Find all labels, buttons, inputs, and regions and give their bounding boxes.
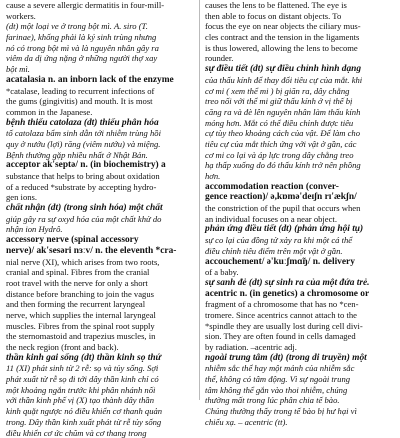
english-text-line: *spindle they are usually lost during cell divi- bbox=[205, 321, 395, 332]
vietnamese-text-line: căng ra và đè lên nguyên nhân làm thấu kính bbox=[205, 107, 395, 118]
entry-headword-line: nerve)/ ak'sesəri nɜːv/ n. the eleventh *cra- bbox=[6, 246, 196, 257]
vietnamese-headword-line: thần kinh gai sống (dt) thần kinh sọ thứ bbox=[6, 353, 196, 364]
english-text-line: distance before branching to join the vagus bbox=[6, 289, 196, 300]
vietnamese-text-line: điều khiển cơ ức chũm và cơ thang trong bbox=[6, 428, 196, 438]
vietnamese-text-line: sự co lại của đồng tử xảy ra khi một cá thể bbox=[205, 235, 395, 246]
entry-headword-line: acentric n. (in genetics) a chromosome or bbox=[205, 289, 395, 300]
english-text-line: muscles. Fibres from the spinal root supply bbox=[6, 321, 196, 332]
english-text-line: the constriction of the pupil that occurs when bbox=[205, 203, 395, 214]
vietnamese-text-line: hơn. bbox=[205, 171, 395, 182]
english-text-line: root travel with the nerve for only a short bbox=[6, 278, 196, 289]
english-text-line: is thus lowered, allowing the lens to become bbox=[205, 43, 395, 54]
vietnamese-text-line: bột mì. bbox=[6, 64, 196, 75]
entry-headword-line: accouchement/ ə'kuːʃmɑ̃ŋ/ n. delivery bbox=[205, 257, 395, 268]
entry-headword-line: accessory nerve (spinal accessory bbox=[6, 235, 196, 246]
vietnamese-text-line: quy ở nướu (lợi) răng (viêm nướu) và miệng. bbox=[6, 139, 196, 150]
vietnamese-text-line: nhận ion Hydrô. bbox=[6, 224, 196, 235]
vietnamese-text-line: tố catolaza bẩm sinh dẫn tới nhiễm trùng hồi bbox=[6, 128, 196, 139]
english-text-line: sion. They are often found in cells damaged bbox=[205, 331, 395, 342]
english-text-line: cause a severe allergic dermatitis in four-mill- bbox=[6, 0, 196, 11]
vietnamese-text-line: (dt) một loại ve ở trong bột mì. A. siro (T. bbox=[6, 21, 196, 32]
vietnamese-text-line: tâm không thể gắn vào thoi nhiễm, chúng bbox=[205, 385, 395, 396]
vietnamese-text-line: treo nối với thể mi giữ thấu kính ở vị thế bị bbox=[205, 96, 395, 107]
vietnamese-text-line: với thần kinh phế vị (X) tạo thành dây thần bbox=[6, 395, 196, 406]
vietnamese-text-line: Bệnh thường gặp nhiều nhất ở Nhật Bản. bbox=[6, 150, 196, 161]
english-text-line: causes the lens to be flattened. The eye is bbox=[205, 0, 395, 11]
vietnamese-text-line: trong. Dây thần kinh xuất phát từ rễ tủy sống bbox=[6, 417, 196, 428]
english-text-line: rounder. bbox=[205, 53, 395, 64]
vietnamese-headword-line: chất nhận (dt) (trong sinh hóa) một chất bbox=[6, 203, 196, 214]
vietnamese-text-line: thường mất trong lúc phân chia tế bào. bbox=[205, 395, 395, 406]
english-text-line: cranial and spinal. Fibres from the cranial bbox=[6, 267, 196, 278]
vietnamese-text-line: cơ mi co lại và áp lực trong dây chằng treo bbox=[205, 150, 395, 161]
vietnamese-text-line: mỏng hơn. Mắt có thể điều chỉnh được tiêu bbox=[205, 118, 395, 129]
vietnamese-headword-line: phản ứng điều tiết (dt) (phản ứng hội tụ) bbox=[205, 224, 395, 235]
vietnamese-text-line: kinh quặt ngược nó điều khiển cơ thanh quản bbox=[6, 406, 196, 417]
vietnamese-text-line: chiếu xạ. – acentric (tt). bbox=[205, 417, 395, 428]
english-text-line: the gums (gingivitis) and mouth. It is most bbox=[6, 96, 196, 107]
english-text-line: cles contract and the tension in the ligaments bbox=[205, 32, 395, 43]
english-text-line: of a baby. bbox=[205, 267, 395, 278]
vietnamese-text-line: cơ mi ( xem thể mi ) bị giãn ra, dây chằng bbox=[205, 86, 395, 97]
english-text-line: common in the Japanese. bbox=[6, 107, 196, 118]
english-text-line: workers. bbox=[6, 11, 196, 22]
vietnamese-headword-line: bệnh thiếu catolaza (dt) thiếu phân hóa bbox=[6, 118, 196, 129]
vietnamese-text-line: hạ thấp xuống do đó thấu kính trở nên phồng bbox=[205, 160, 395, 171]
vietnamese-headword-line: sự sanh đẻ (dt) sự sinh ra của một đứa trẻ. bbox=[205, 278, 395, 289]
vietnamese-text-line: giúp gây ra sự oxyd hóa của một chất khử do bbox=[6, 214, 196, 225]
vietnamese-text-line: nhiễm sắc thể hay một mảnh của nhiễm sắc bbox=[205, 363, 395, 374]
entry-headword-line: acceptor ak'septə/ n. (in biochemistry) a bbox=[6, 160, 196, 171]
english-text-line: an individual focuses on a near object. bbox=[205, 214, 395, 225]
left-column bbox=[6, 0, 196, 438]
english-text-line: gen ions. bbox=[6, 192, 196, 203]
vietnamese-text-line: thể, không có tâm động. Vì sự ngoài trung bbox=[205, 374, 395, 385]
vietnamese-text-line: 11 (XI) phát sinh từ 2 rễ: sọ và tủy sống. Sợi bbox=[6, 363, 196, 374]
english-text-line: nerve, which supplies the internal laryngeal bbox=[6, 310, 196, 321]
english-text-line: tromere. Since acentrics cannot attach to the bbox=[205, 310, 395, 321]
vietnamese-text-line: farinae), khống phải là ký sinh trùng nhưng bbox=[6, 32, 196, 43]
column-divider bbox=[199, 0, 200, 400]
vietnamese-text-line: phát xuất từ rễ sọ đi tới dây thần kinh chỉ có bbox=[6, 374, 196, 385]
right-column bbox=[205, 0, 395, 428]
vietnamese-text-line: của thấu kính để thay đổi tiêu cự của mắt. khi bbox=[205, 75, 395, 86]
vietnamese-headword-line: ngoài trung tâm (dt) (trong di truyền) một bbox=[205, 353, 395, 364]
english-text-line: the neck region (front and back). bbox=[6, 342, 196, 353]
vietnamese-headword-line: sự điều tiết (dt) sự điều chỉnh hình dạng bbox=[205, 64, 395, 75]
entry-headword-line: gence reaction)/ ə,kɒmə'deɪʃn rɪ'ækʃn/ bbox=[205, 192, 395, 203]
vietnamese-text-line: một khoảng ngắn trước khi phân nhánh nối bbox=[6, 385, 196, 396]
english-text-line: focus the eye on near objects the ciliary mus- bbox=[205, 21, 395, 32]
vietnamese-text-line: viêm da dị ứng nặng ở những người thợ xay bbox=[6, 53, 196, 64]
entry-headword-line: acatalasia n. an inborn lack of the enzyme bbox=[6, 75, 196, 86]
english-text-line: by radiation. –acentric adj. bbox=[205, 342, 395, 353]
vietnamese-text-line: điều chỉnh tiêu điểm trên một vật ở gần. bbox=[205, 246, 395, 257]
english-text-line: then able to focus on distant objects. To bbox=[205, 11, 395, 22]
english-text-line: *catalase, leading to recurrent infections of bbox=[6, 86, 196, 97]
english-text-line: substance that helps to bring about oxidation bbox=[6, 171, 196, 182]
english-text-line: of a reduced *substrate by accepting hydro- bbox=[6, 182, 196, 193]
vietnamese-text-line: nó có trong bột mì và là nguyên nhân gây ra bbox=[6, 43, 196, 54]
vietnamese-text-line: tiêu cự của mắt thích ứng với vật ở gần, các bbox=[205, 139, 395, 150]
english-text-line: nial nerve (XI), which arises from two roots, bbox=[6, 257, 196, 268]
entry-headword-line: accommodation reaction (conver- bbox=[205, 182, 395, 193]
english-text-line: fragment of a chromosome that has no *cen- bbox=[205, 299, 395, 310]
vietnamese-text-line: cự tùy theo khoảng cách của vật. Để làm cho bbox=[205, 128, 395, 139]
english-text-line: and then forming the recurrent laryngeal bbox=[6, 299, 196, 310]
vietnamese-text-line: Chúng thường thấy trong tế bào bị hư hại vì bbox=[205, 406, 395, 417]
english-text-line: the sternomastoid and trapezius muscles, in bbox=[6, 331, 196, 342]
